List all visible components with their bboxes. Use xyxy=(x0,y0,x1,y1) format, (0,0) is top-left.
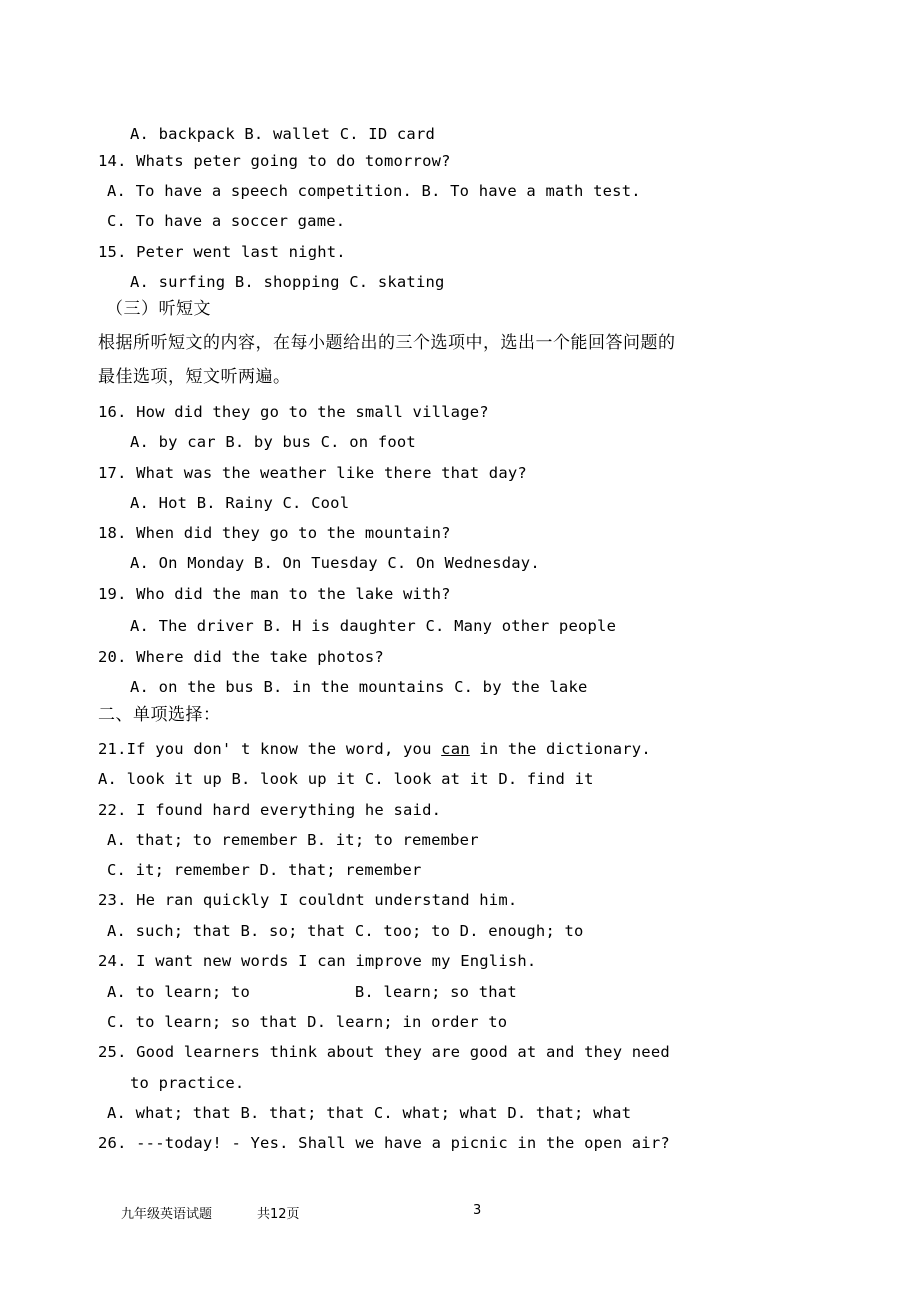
q25-question-cont: to practice. xyxy=(130,1074,245,1092)
footer-title: 九年级英语试题 xyxy=(121,1207,213,1222)
q21-underlined-word: can xyxy=(441,740,470,758)
section-3-heading: （三）听短文 xyxy=(106,299,211,319)
q16-options: A. by car B. by bus C. on foot xyxy=(130,433,416,451)
q19-options: A. The driver B. H is daughter C. Many other people xyxy=(130,617,617,635)
q18-options: A. On Monday B. On Tuesday C. On Wednesday. xyxy=(130,554,540,572)
q26-question: 26. ---today! - Yes. Shall we have a picnic in the open air? xyxy=(98,1134,670,1152)
q24-options-ab: A. to learn; to B. learn; so that xyxy=(107,983,517,1001)
q14-options-ab: A. To have a speech competition. B. To have a math test. xyxy=(107,182,641,200)
q16-question: 16. How did they go to the small village? xyxy=(98,403,489,421)
q24-question: 24. I want new words I can improve my English. xyxy=(98,952,537,970)
q24-options-cd: C. to learn; so that D. learn; in order to xyxy=(107,1013,508,1031)
footer-total-pages: 共12页 xyxy=(257,1207,300,1222)
q25-options: A. what; that B. that; that C. what; what D. that; what xyxy=(107,1104,632,1122)
q22-question: 22. I found hard everything he said. xyxy=(98,801,442,819)
q20-question: 20. Where did the take photos? xyxy=(98,648,384,666)
q22-options-cd: C. it; remember D. that; remember xyxy=(107,861,422,879)
q17-question: 17. What was the weather like there that day? xyxy=(98,464,527,482)
q13-options: A. backpack B. wallet C. ID card xyxy=(130,125,436,143)
q19-question: 19. Who did the man to the lake with? xyxy=(98,585,451,603)
footer-page-number: 3 xyxy=(473,1203,482,1218)
q23-options: A. such; that B. so; that C. too; to D. enough; to xyxy=(107,922,584,940)
q18-question: 18. When did they go to the mountain? xyxy=(98,524,451,542)
section-3-instructions-2: 最佳选项，短文听两遍。 xyxy=(98,367,291,387)
q21-options: A. look it up B. look up it C. look at it D. find it xyxy=(98,770,594,788)
q14-question: 14. Whats peter going to do tomorrow? xyxy=(98,152,451,170)
section-2-heading: 二、单项选择： xyxy=(98,705,221,725)
q22-options-ab: A. that; to remember B. it; to remember xyxy=(107,831,479,849)
section-3-instructions-1: 根据所听短文的内容，在每小题给出的三个选项中，选出一个能回答问题的 xyxy=(98,333,676,353)
q21-text-before: 21.If you don' t know the word, you xyxy=(98,740,442,758)
q14-option-c: C. To have a soccer game. xyxy=(107,212,346,230)
q25-question: 25. Good learners think about they are good at and they need xyxy=(98,1043,670,1061)
q21-question xyxy=(98,739,651,759)
q23-question: 23. He ran quickly I couldnt understand him. xyxy=(98,891,518,909)
q17-options: A. Hot B. Rainy C. Cool xyxy=(130,494,350,512)
q21-text-after: in the dictionary. xyxy=(469,740,651,758)
q15-options: A. surfing B. shopping C. skating xyxy=(130,273,445,291)
q15-question: 15. Peter went last night. xyxy=(98,243,346,261)
q20-options: A. on the bus B. in the mountains C. by the lake xyxy=(130,678,588,696)
